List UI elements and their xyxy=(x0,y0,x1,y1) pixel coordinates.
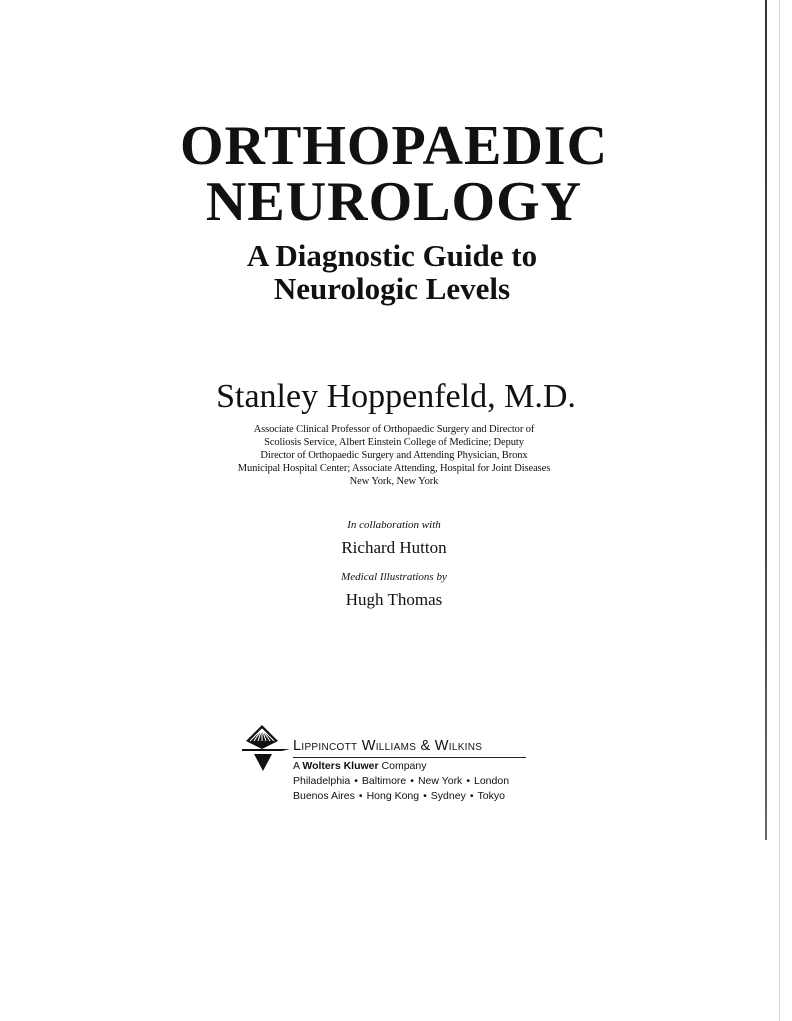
publisher-cities-line-2 xyxy=(293,791,505,802)
city: Hong Kong xyxy=(366,790,420,802)
publisher-block xyxy=(242,725,562,825)
city-separator: • xyxy=(410,775,414,787)
company-suffix: Company xyxy=(381,760,427,772)
illustrator-name: Hugh Thomas xyxy=(345,590,443,609)
collaborator-name: Richard Hutton xyxy=(341,538,447,557)
book-title-line-2: NEUROLOGY xyxy=(205,171,583,233)
illustrations-label: Medical Illustrations by xyxy=(341,571,447,583)
author-name: Stanley Hoppenfeld, M.D. xyxy=(216,378,576,415)
compass-star-logo-icon xyxy=(242,725,290,773)
author-affiliation-line: Associate Clinical Professor of Orthopaedic Surgery and Director of xyxy=(253,424,535,435)
city: London xyxy=(474,775,510,787)
city: Sydney xyxy=(430,790,466,802)
publisher-parent-company xyxy=(293,761,426,772)
city: New York xyxy=(417,775,463,787)
city: Tokyo xyxy=(477,790,505,802)
city-separator: • xyxy=(358,790,363,802)
company-name: Wolters Kluwer xyxy=(302,760,379,772)
author-affiliation-line: New York, New York xyxy=(349,476,439,487)
publisher-name: Lippincott Williams & Wilkins xyxy=(293,738,483,754)
city: Buenos Aires xyxy=(293,790,355,802)
book-subtitle-line-2: Neurologic Levels xyxy=(273,271,511,306)
publisher-cities-line-1 xyxy=(293,776,509,787)
author-affiliation-line: Scoliosis Service, Albert Einstein College of Medicine; Deputy xyxy=(264,437,524,448)
author-affiliation-line: Director of Orthopaedic Surgery and Attending Physician, Bronx xyxy=(260,450,528,461)
city-separator: • xyxy=(354,775,358,787)
company-prefix: A xyxy=(293,760,300,772)
author-affiliation-line: Municipal Hospital Center; Associate Attending, Hospital for Joint Diseases xyxy=(237,463,551,474)
city: Philadelphia xyxy=(293,775,351,787)
book-subtitle-line-1: A Diagnostic Guide to xyxy=(246,238,538,273)
city-separator: • xyxy=(469,790,474,802)
book-title-line-1: ORTHOPAEDIC xyxy=(179,115,609,177)
city-separator: • xyxy=(423,790,427,802)
publisher-underline xyxy=(293,757,526,758)
city: Baltimore xyxy=(361,775,407,787)
collaboration-label: In collaboration with xyxy=(347,519,441,531)
city-separator: • xyxy=(466,775,470,787)
